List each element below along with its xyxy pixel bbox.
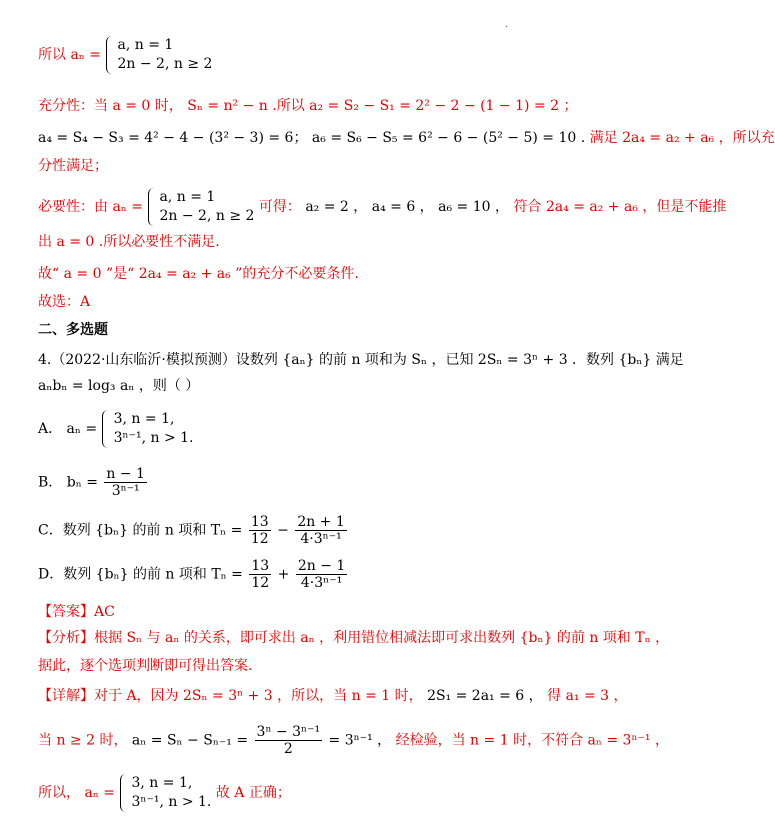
operator: +	[277, 566, 290, 583]
necessity-line	[38, 188, 726, 226]
detail-an-result: = 3ⁿ⁻¹ ，	[328, 732, 392, 749]
fraction: $\frac{n - 1}{\text{3ⁿ⁻¹}}$	[106, 466, 145, 499]
piecewise-brace	[102, 410, 194, 448]
piecewise-brace	[148, 188, 255, 226]
section-title: 二、多选题	[38, 322, 108, 338]
case-1: 3, n = 1,	[113, 411, 175, 427]
case-2: 3ⁿ⁻¹, n > 1.	[113, 430, 194, 446]
answer-line: 【答案】AC	[38, 604, 115, 620]
detail-line-1	[38, 686, 628, 706]
sufficiency-satisfied: 分性满足；	[38, 158, 108, 174]
detail-a1: 得 a₁ = 3 ，	[547, 688, 628, 704]
fraction: $\frac{13}{12}$	[251, 558, 270, 591]
case-1: a, n = 1	[117, 37, 174, 53]
sufficiency-line: 充分性：当 a = 0 时， Sₙ = n² − n .所以 a₂ = S₂ − S₁ = 2² − 2 − (1 − 1) = 2 ；	[38, 98, 578, 114]
detail-intro: 【详解】对于 A，因为 2Sₙ = 3ⁿ + 3 ，所以，当 n = 1 时，	[38, 688, 423, 704]
case-1: 3, n = 1,	[131, 775, 193, 791]
operator: −	[277, 522, 289, 539]
case-2: 2n − 2, n ≥ 2	[159, 208, 255, 224]
necessity-values: a₂ = 2 ， a₄ = 6 ， a₆ = 10 ，	[305, 199, 509, 215]
conclusion-line: 故“ a = 0 ”是“ 2a₄ = a₂ + a₆ ”的充分不必要条件.	[38, 266, 359, 282]
necessity-not-satisfied: 出 a = 0 .所以必要性不满足.	[38, 234, 220, 250]
option-c-label: C．数列 {bₙ} 的前 n 项和 Tₙ =	[38, 522, 243, 539]
choice-line: 故选：A	[38, 294, 91, 310]
question-4-line-2: aₙbₙ = log₃ aₙ ，则（ ）	[38, 378, 200, 394]
a4-a6-values: a₄ = S₄ − S₃ = 4² − 4 − (3² − 3) = 6； a₆ = S₆ − S₅ = 6² − 6 − (5² − 5) = 10 .	[38, 130, 586, 146]
detail-line-3	[38, 774, 291, 812]
detail-n-ge-2: 当 n ≥ 2 时，	[38, 732, 128, 749]
piecewise-an-line	[38, 36, 212, 74]
option-d[interactable]	[38, 558, 349, 591]
option-a-label: A． aₙ =	[38, 421, 98, 437]
analysis-line-1: 【分析】根据 Sₙ 与 aₙ 的关系，即可求出 aₙ ，利用错位相减法即可求出数列 {bₙ} 的前 n 项和 Tₙ ，	[38, 630, 670, 646]
analysis-line-2: 据此，逐个选项判断即可得出答案.	[38, 658, 253, 674]
option-a[interactable]	[38, 410, 193, 448]
detail-line-2	[38, 724, 669, 757]
necessity-conclusion: 符合 2a₄ = a₂ + a₆ ，但是不能推	[513, 199, 727, 215]
case-2: 2n − 2, n ≥ 2	[117, 56, 213, 72]
question-4-line-1: 4.（2022·山东临沂·模拟预测）设数列 {aₙ} 的前 n 项和为 Sₙ ，已知 2Sₙ = 3ⁿ + 3 ．数列 {bₙ} 满足	[38, 352, 684, 368]
fraction: $\frac{\text{3ⁿ − 3ⁿ⁻¹}}{2}$	[256, 724, 321, 757]
option-b-label: B． bₙ =	[38, 474, 98, 491]
detail-so-an: 所以， aₙ =	[38, 785, 116, 801]
piecewise-prefix: 所以 aₙ =	[38, 47, 102, 63]
case-2: 3ⁿ⁻¹, n > 1.	[131, 794, 212, 810]
detail-a-correct: 故 A 正确；	[215, 785, 291, 801]
detail-an-formula: aₙ = Sₙ − Sₙ₋₁ =	[131, 732, 249, 749]
case-1: a, n = 1	[159, 189, 216, 205]
option-d-label: D．数列 {bₙ} 的前 n 项和 Tₙ =	[38, 566, 243, 583]
option-c[interactable]	[38, 514, 349, 547]
piecewise-brace	[106, 36, 213, 74]
option-b[interactable]	[38, 466, 149, 499]
piecewise-brace	[120, 774, 212, 812]
fraction: $\frac{13}{12}$	[250, 514, 269, 547]
detail-s1: 2S₁ = 2a₁ = 6 ，	[427, 688, 543, 704]
detail-check: 经检验，当 n = 1 时，不符合 aₙ = 3ⁿ⁻¹ ，	[395, 732, 669, 749]
fraction: $\frac{2n - 1}{\text{4·3ⁿ⁻¹}}$	[297, 558, 346, 591]
a4-a6-line	[38, 128, 775, 148]
necessity-prefix: 必要性：由 aₙ =	[38, 199, 144, 215]
header-mark: ·	[505, 22, 509, 33]
fraction: $\frac{2n + 1}{\text{4·3ⁿ⁻¹}}$	[297, 514, 345, 547]
sufficiency-conclusion: 满足 2a₄ = a₂ + a₆ ，所以充	[589, 130, 775, 146]
necessity-can-get: 可得：	[258, 199, 301, 215]
